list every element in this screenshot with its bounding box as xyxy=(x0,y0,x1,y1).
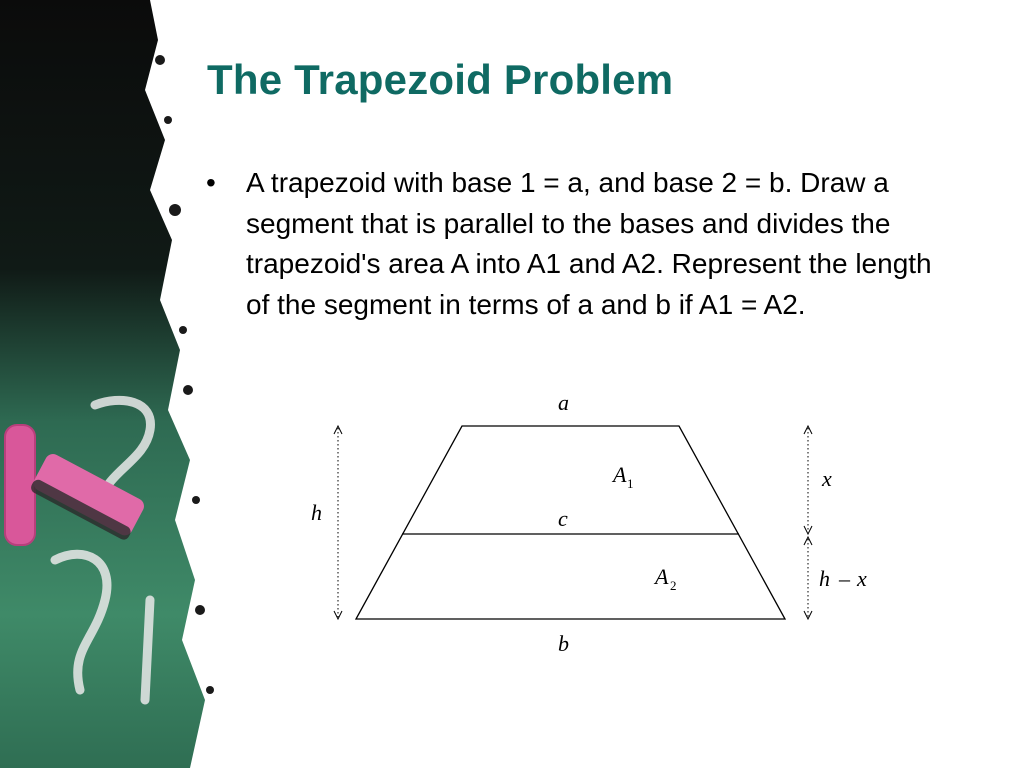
upper-height-arrow xyxy=(804,426,812,534)
label-x: x xyxy=(822,466,832,491)
label-area1-sub: 1 xyxy=(627,476,634,491)
lower-height-arrow xyxy=(804,537,812,619)
label-h-minus-x-minus: – xyxy=(839,566,850,591)
label-b: b xyxy=(558,631,569,656)
chalkboard-side-art xyxy=(0,0,230,768)
label-a: a xyxy=(558,390,569,415)
bullet-item xyxy=(206,163,966,325)
label-h-minus-x-h: h xyxy=(819,566,830,591)
bullet-marker: • xyxy=(206,167,216,198)
slide-title: The Trapezoid Problem xyxy=(207,56,674,103)
label-area2-sub: 2 xyxy=(670,578,677,593)
label-c: c xyxy=(558,506,568,531)
label-area2: A xyxy=(655,564,669,589)
height-arrow xyxy=(334,426,342,619)
trapezoid-shape xyxy=(356,426,785,619)
label-area1: A xyxy=(613,462,627,487)
bullet-text: A trapezoid with base 1 = a, and base 2 = b. Draw a segment that is parallel to the bases and divides the trapezoid's area A into A1 and A2. Represent the length of the segment in terms of a and b if A1 = A2. xyxy=(246,167,932,320)
label-h: h xyxy=(311,500,322,525)
label-h-minus-x-x: x xyxy=(857,566,867,591)
